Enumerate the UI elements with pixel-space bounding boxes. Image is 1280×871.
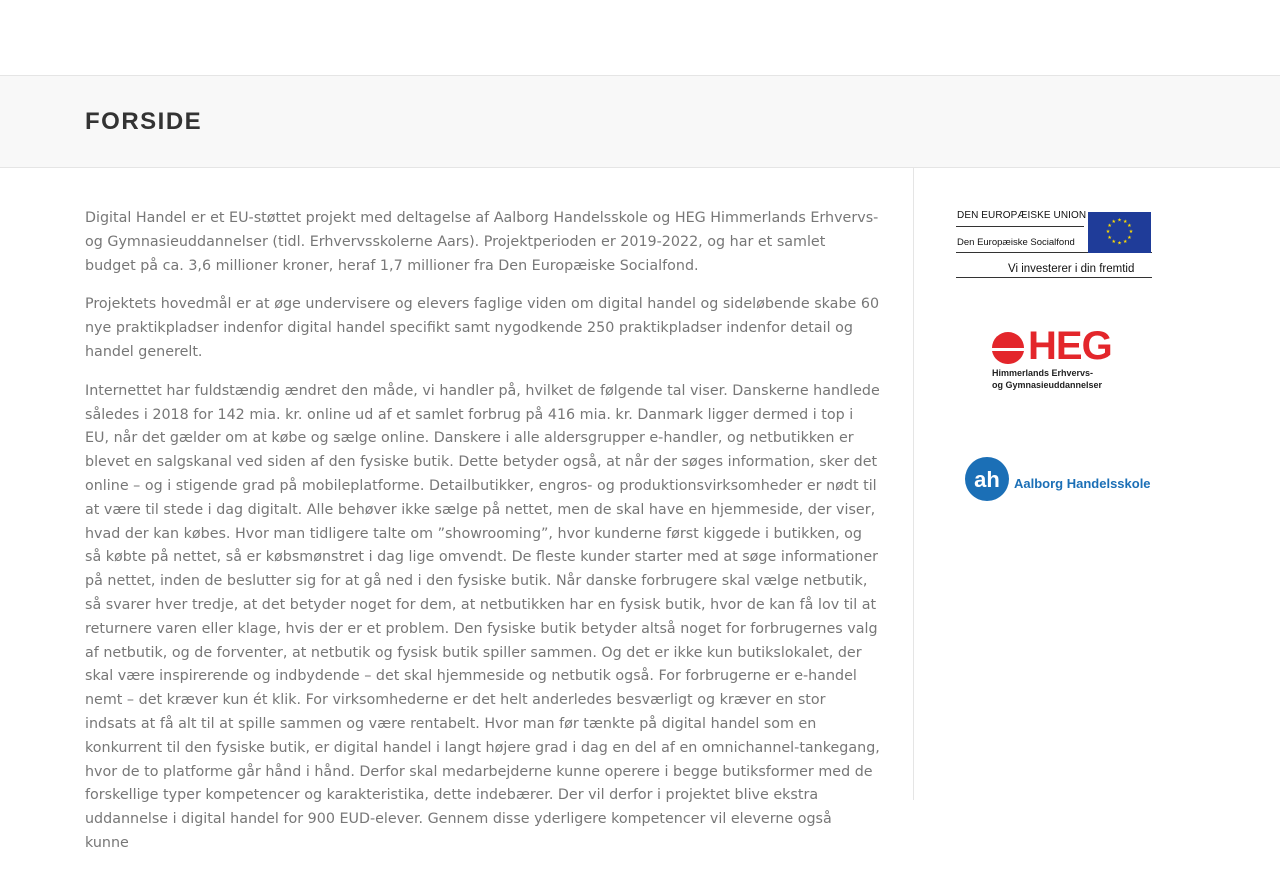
- heg-logo[interactable]: [990, 324, 1118, 396]
- svg-text:★: ★: [1117, 217, 1122, 224]
- page-title-bar: [0, 76, 1280, 168]
- svg-text:★: ★: [1128, 229, 1134, 235]
- eu-logo-fund: Den Europæiske Socialfond: [957, 237, 1075, 248]
- aalborg-name: Aalborg Handelsskole: [1014, 476, 1151, 491]
- eu-logo-rule: [956, 277, 1152, 278]
- svg-text:★: ★: [1117, 240, 1122, 247]
- site-header: [0, 0, 1280, 76]
- svg-text:★: ★: [1122, 219, 1128, 225]
- svg-text:★: ★: [1107, 223, 1112, 230]
- svg-text:★: ★: [1127, 223, 1132, 230]
- heg-subtitle-line1: Himmerlands Erhvervs-: [992, 368, 1094, 378]
- eu-stars-icon: [1088, 212, 1151, 253]
- page-title: FORSIDE: [85, 108, 203, 135]
- goal-paragraph: Projektets hovedmål er at øge undervisere og elevers faglige viden om digital handel og sideløbende skabe 60 nye praktikpladser indenfor digital handel specifikt samt nygodkende 250 praktikpladser indenfor detail og handel generelt.: [85, 296, 880, 360]
- svg-text:★: ★: [1122, 239, 1128, 245]
- heg-emblem-icon: [990, 330, 1026, 366]
- svg-text:★: ★: [1105, 229, 1111, 235]
- sidebar-divider: [913, 168, 914, 800]
- eu-logo-tagline: Vi investerer i din fremtid: [1008, 263, 1135, 275]
- svg-text:★: ★: [1107, 234, 1112, 241]
- heg-subtitle-line2: og Gymnasieuddannelser: [992, 380, 1103, 390]
- svg-text:★: ★: [1111, 219, 1117, 225]
- aalborg-handelsskole-logo[interactable]: [964, 453, 1149, 503]
- heg-letters: HEG: [1028, 324, 1112, 368]
- aalborg-emblem-icon: [964, 453, 1012, 503]
- intro-paragraph: Digital Handel er et EU-støttet projekt med deltagelse af Aalborg Handelsskole og HEG Himmerlands Erhvervs- og Gymnasieuddannelser (tidl. Erhvervsskolerne Aars). Projektperioden er 2019-2022, og har et samlet budget på ca. 3,6 millioner kroner, heraf 1,7 millioner fra Den Europæiske Socialfond.: [85, 210, 879, 274]
- eu-social-fund-logo[interactable]: [956, 207, 1152, 279]
- eu-logo-title: DEN EUROPÆISKE UNION: [957, 210, 1087, 221]
- main-content: [85, 207, 880, 871]
- eu-flag-icon: [1088, 212, 1151, 253]
- body-paragraph: Internettet har fuldstændig ændret den måde, vi handler på, hvilket de følgende tal viser. Danskerne handlede således i 2018 for 142 mia. kr. online ud af et samlet forbrug på 416 mia. kr. Danmark ligger dermed i top i EU, når det gælder om at købe og sælge online. Danskere i alle aldersgrupper e-handler, og netbutikken er blevet en salgskanal ved siden af den fysiske butik. Dette betyder også, at når der søges information, sker det online – og i stigende grad på mobileplatforme. Detailbutikker, engros- og produktionsvirksomheder er nødt til at være til stede i dag digitalt. Alle behøver ikke sælge på nettet, men de skal have en hjemmeside, der viser, hvad der kan købes. Hvor man tidligere talte om ”showrooming”, hvor kunderne først kiggede i butikken, og så købte på nettet, så er købsmønstret i dag lige omvendt. De fleste kunder starter med at søge informationer på nettet, inden de beslutter sig for at gå ned i den fysiske butik. Når danske forbrugere skal vælge netbutik, så svarer hver tredje, at det betyder noget for dem, at netbutikken har en fysisk butik, hvor de kan få lov til at returnere varen eller klage, hvis der er et problem. Den fysiske butik betyder altså noget for forbrugernes valg af netbutik, og de forventer, at netbutik og fysisk butik spiller sammen. Og det er ikke kun butikslokalet, der skal være inspirerende og indbydende – det skal hjemmeside og netbutik også. For forbrugerne er e-handel nemt – det kræver kun ét klik. For virksomhederne er det helt anderledes besværligt og kræver en stor indsats at få alt til at spille sammen og være rentabelt. Hvor man før tænkte på digital handel som en konkurrent til den fysiske butik, er digital handel i langt højere grad i dag en del af en omnichannel-tankegang, hvor de to platforme går hånd i hånd. Derfor skal medarbejderne kunne operere i begge butiksformer med de forskellige typer kompetencer og karakteristika, dette indebærer. Der vil derfor i projektet blive ekstra uddannelse i digital handel for 900 EUD-elever. Gennem disse yderligere kompetencer vil eleverne også kunne: [85, 382, 880, 851]
- svg-text:★: ★: [1127, 234, 1132, 241]
- eu-logo-rule: [956, 226, 1084, 227]
- svg-text:ah: ah: [974, 467, 1000, 492]
- svg-text:★: ★: [1111, 239, 1117, 245]
